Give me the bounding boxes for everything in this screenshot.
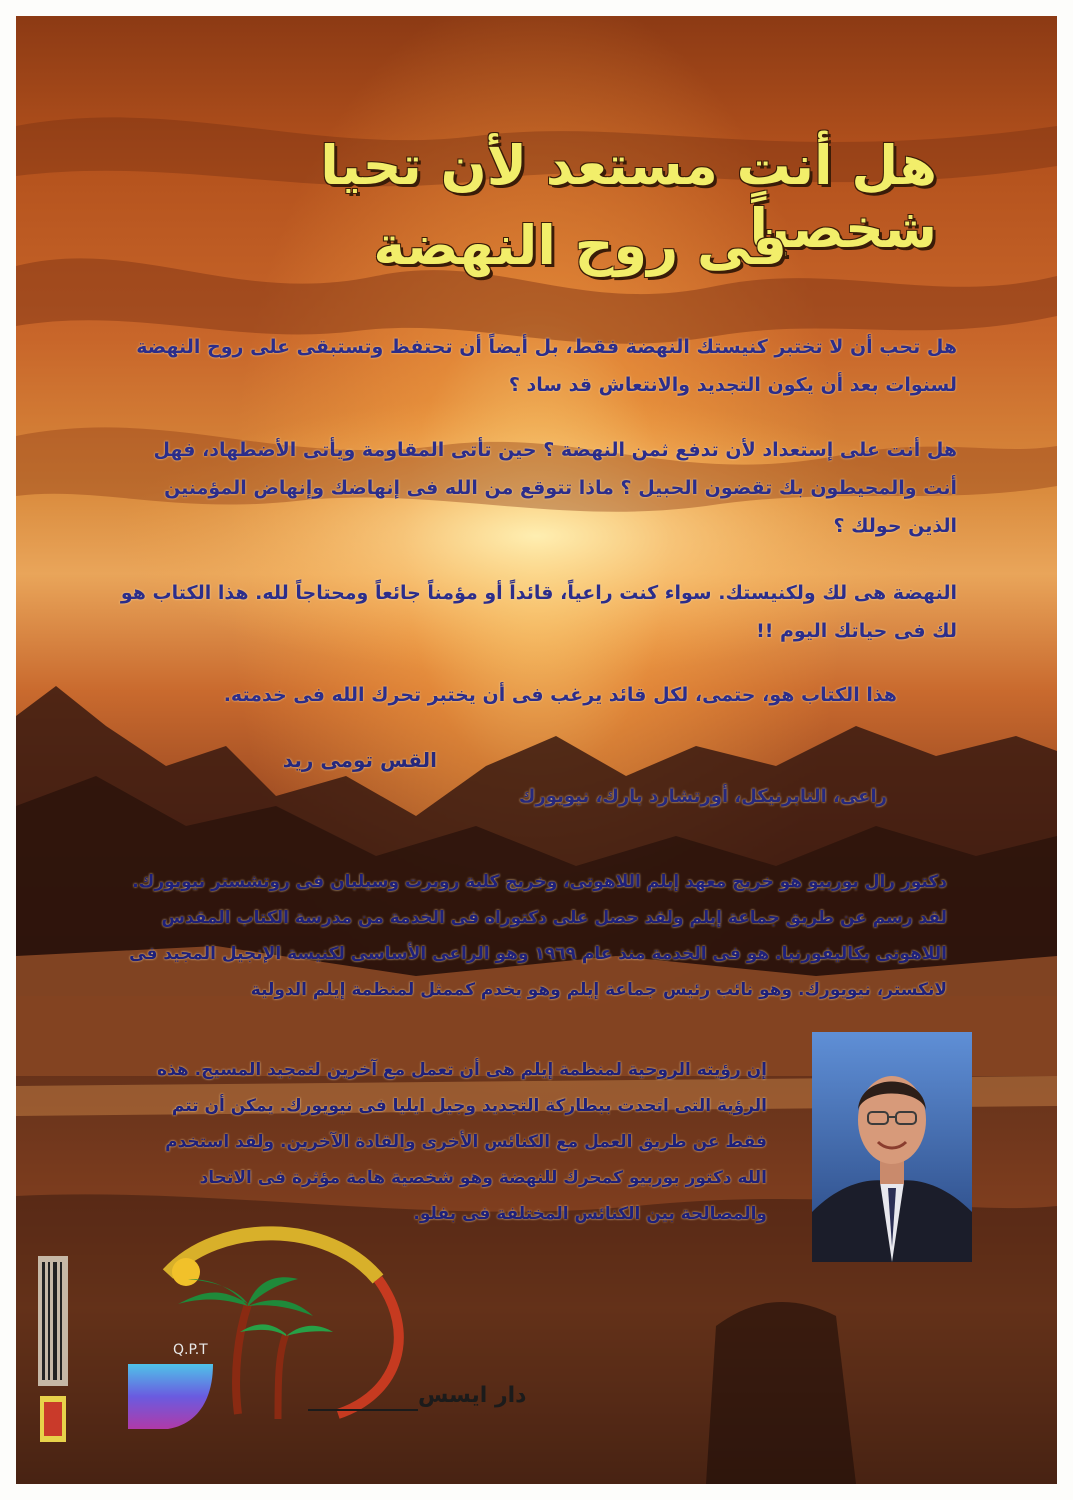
publisher-name: دار ايسس bbox=[418, 1383, 527, 1408]
publisher-logo bbox=[128, 1224, 527, 1434]
cover-title-line-1: هل أنت مستعد لأن تحيا شخصياً bbox=[320, 134, 937, 260]
blurb-paragraph: هل تحب أن لا تختبر كنيستك النهضة فقط، بل أيضاً أن تحتفظ وتستبقى على روح النهضة لسنوات بعد أن يكون التجديد والانتعاش قد ساد ؟ bbox=[136, 336, 957, 396]
book-back-cover bbox=[16, 16, 1057, 1484]
blurb-paragraph: النهضة هى لك ولكنيستك. سواء كنت راعياً، قائداً أو مؤمناً جائعاً ومحتاجاً لله. هذا الكتاب هو لك فى حياتك اليوم !! bbox=[120, 582, 957, 642]
author-photo bbox=[812, 1032, 972, 1262]
isbn-barcode-strip bbox=[38, 1256, 68, 1446]
cover-title-line-2: فى روح النهضة bbox=[373, 214, 787, 277]
author-bio-paragraph: دكتور رال بوربيو هو خريج معهد إيلم اللاهوتى، وخريج كلية روبرت وسيلبان فى روتشستر نيويورك. لقد رسم عن طريق جماعة إيلم ولقد حصل على دكتوراه فى الخدمة من مدرسة الكتاب المقدس اللاهوتى بكاليفورنيا. هو فى الخدمة منذ عام ١٩٦٩ وهو الراعى الأساسى لكنيسة الإنجيل المجيد فى لانكستر، نيويورك. وهو نائب رئيس جماعة إيلم وهو يخدم كممثل لمنظمة إيلم الدولية bbox=[129, 872, 947, 1000]
publisher-code: Q.P.T bbox=[173, 1342, 208, 1358]
endorser-name: القس تومى ريد bbox=[282, 748, 437, 772]
blurb-paragraph: هل أنت على إستعداد لأن تدفع ثمن النهضة ؟ حين تأتى المقاومة ويأتى الأضطهاد، فهل أنت والمحيطون بك تقضون الحبيل ؟ ماذا تتوقع من الله فى إنهاضك وإنهاض المؤمنين الذين حولك ؟ bbox=[153, 439, 957, 537]
endorser-title: راعى، التابرنيكل، أورتشارد بارك، نيويورك bbox=[518, 786, 887, 807]
blurb-paragraph: هذا الكتاب هو، حتمى، لكل قائد يرغب فى أن يختبر تحرك الله فى خدمته. bbox=[223, 684, 897, 706]
author-bio-paragraph: إن رؤيته الروحية لمنظمة إيلم هى أن تعمل مع آخرين لتمجيد المسيح. هذه الرؤية التى اتحدت ببطاركة التجديد وجيل ايليا فى نيويورك. يمكن أن تتم فقط عن طريق العمل مع الكنائس الأخرى والقادة الآخرين. ولقد استخدم الله دكتور بوربيو كمحرك للنهضة وهو شخصية هامة مؤثرة فى الاتحاد والمصالحة بين الكنائس المختلفة فى بفلو. bbox=[157, 1060, 767, 1224]
